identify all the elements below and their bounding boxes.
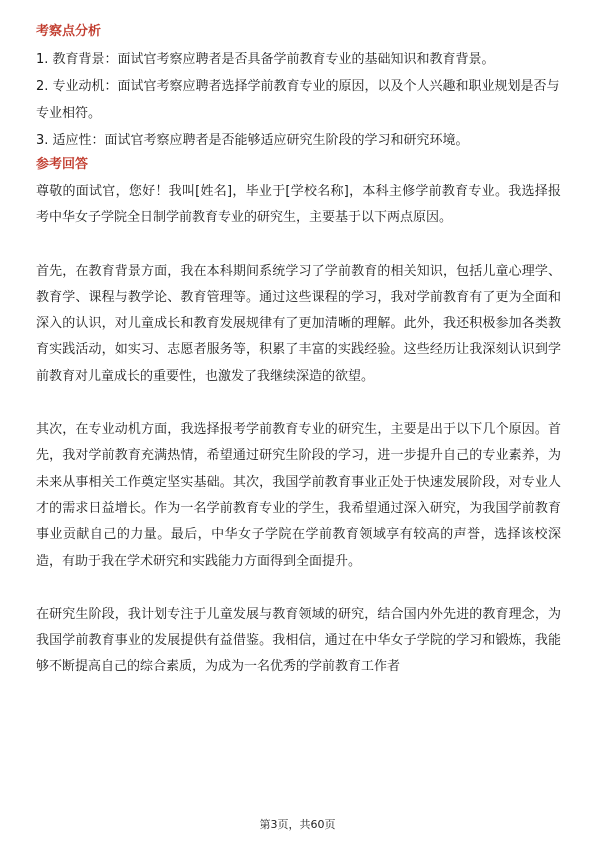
- analysis-item-2: 2. 专业动机：面试官考察应聘者选择学前教育专业的原因，以及个人兴趣和职业规划是否与专业相符。: [36, 79, 560, 121]
- analysis-heading: 考察点分析: [36, 24, 102, 39]
- document-page: [36, 22, 561, 681]
- paragraph-spacer: [36, 390, 561, 417]
- answer-paragraph-4: 在研究生阶段，我计划专注于儿童发展与教育领域的研究，结合国内外先进的教育理念，为我国学前教育事业的发展提供有益借鉴。我相信，通过在中华女子学院的学习和锻炼，我能够不断提高自己的综合素质，为成为一名优秀的学前教育工作者: [36, 606, 561, 675]
- answer-paragraph-1: 尊敬的面试官，您好！我叫[姓名]，毕业于[学校名称]，本科主修学前教育专业。我选择报考中华女子学院全日制学前教育专业的研究生，主要基于以下两点原因。: [36, 184, 561, 226]
- analysis-item-3: 3. 适应性：面试官考察应聘者是否能够适应研究生阶段的学习和研究环境。: [36, 133, 469, 148]
- answer-paragraph-2: 首先，在教育背景方面，我在本科期间系统学习了学前教育的相关知识，包括儿童心理学、教育学、课程与教学论、教育管理等。通过这些课程的学习，我对学前教育有了更为全面和深入的认识，对儿童成长和教育发展规律有了更加清晰的理解。此外，我还积极参加各类教育实践活动，如实习、志愿者服务等，积累了丰富的实践经验。这些经历让我深刻认识到学前教育对儿童成长的重要性，也激发了我继续深造的欲望。: [36, 263, 561, 384]
- answer-paragraph-3: 其次，在专业动机方面，我选择报考学前教育专业的研究生，主要是出于以下几个原因。首先，我对学前教育充满热情，希望通过研究生阶段的学习，进一步提升自己的专业素养，为未来从事相关工作奠定坚实基础。其次，我国学前教育事业正处于快速发展阶段，对专业人才的需求日益增长。作为一名学前教育专业的学生，我希望通过深入研究，为我国学前教育事业贡献自己的力量。最后，中华女子学院在学前教育领域享有较高的声誉，选择该校深造，有助于我在学术研究和实践能力方面得到全面提升。: [36, 422, 561, 569]
- page-number: 第3页，共60页: [259, 818, 336, 831]
- paragraph-spacer: [36, 232, 561, 259]
- paragraph-spacer: [36, 575, 561, 602]
- analysis-item-1: 1. 教育背景：面试官考察应聘者是否具备学前教育专业的基础知识和教育背景。: [36, 52, 495, 67]
- answer-heading: 参考回答: [36, 157, 89, 172]
